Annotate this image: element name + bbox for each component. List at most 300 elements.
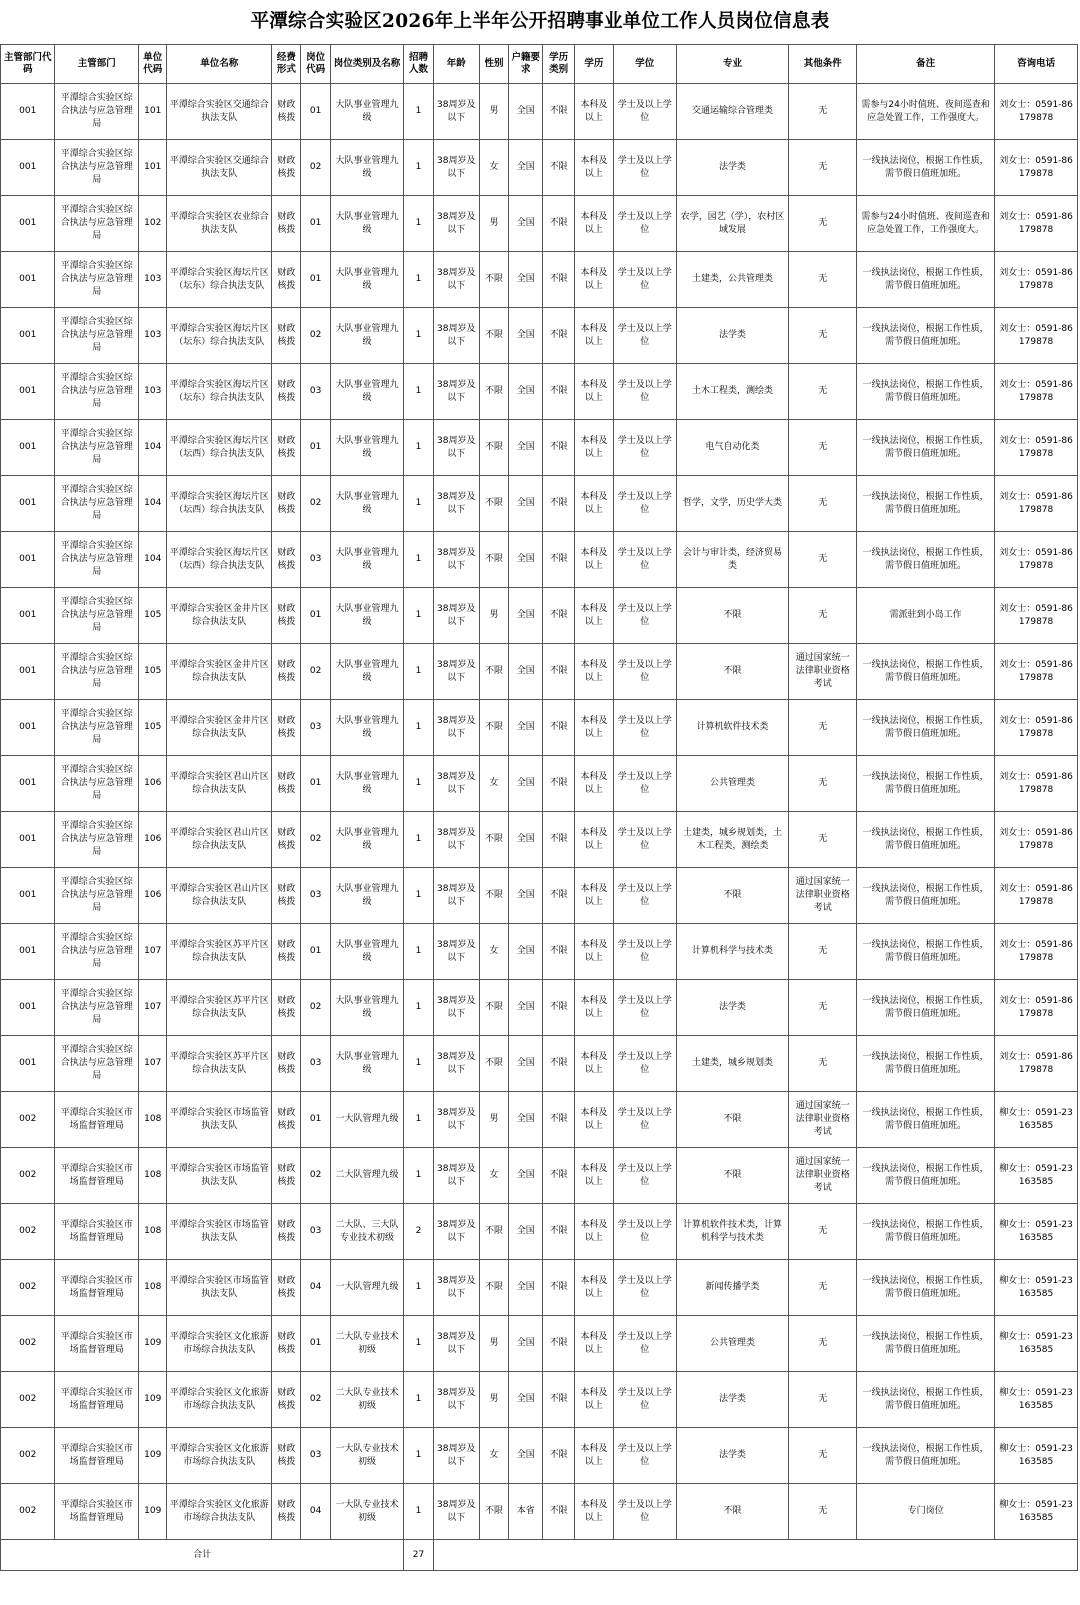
table-cell: 一线执法岗位，根据工作性质，需节假日值班加班。	[857, 1148, 995, 1204]
table-cell: 刘女士：0591-86179878	[995, 924, 1078, 980]
table-cell: 刘女士：0591-86179878	[995, 364, 1078, 420]
table-cell: 106	[139, 812, 167, 868]
table-cell: 平潭综合实验区市场监督管理局	[55, 1092, 139, 1148]
table-cell: 计算机软件技术类	[676, 700, 789, 756]
table-cell: 财政核拨	[272, 196, 301, 252]
table-cell: 不限	[543, 1092, 574, 1148]
table-cell: 平潭综合实验区市场监管执法支队	[167, 1260, 272, 1316]
column-header: 性别	[479, 45, 508, 84]
table-cell: 柳女士：0591-23163585	[995, 1260, 1078, 1316]
table-cell: 108	[139, 1260, 167, 1316]
table-cell: 平潭综合实验区综合执法与应急管理局	[55, 868, 139, 924]
table-row	[1, 252, 1078, 308]
table-cell: 本科及以上	[574, 588, 613, 644]
table-cell: 103	[139, 364, 167, 420]
table-cell: 002	[1, 1148, 55, 1204]
table-cell: 无	[789, 252, 857, 308]
table-cell: 刘女士：0591-86179878	[995, 1036, 1078, 1092]
table-cell: 不限	[479, 1036, 508, 1092]
table-cell: 1	[404, 196, 433, 252]
table-row	[1, 84, 1078, 140]
table-cell: 1	[404, 644, 433, 700]
table-cell: 108	[139, 1204, 167, 1260]
table-cell: 无	[789, 1428, 857, 1484]
table-cell: 本科及以上	[574, 1428, 613, 1484]
table-cell: 财政核拨	[272, 140, 301, 196]
table-cell: 财政核拨	[272, 812, 301, 868]
table-cell: 1	[404, 84, 433, 140]
table-cell: 全国	[509, 700, 543, 756]
table-cell: 平潭综合实验区市场监管执法支队	[167, 1204, 272, 1260]
table-cell: 03	[301, 364, 330, 420]
table-cell: 002	[1, 1204, 55, 1260]
table-row	[1, 588, 1078, 644]
table-cell: 无	[789, 1204, 857, 1260]
table-cell: 不限	[543, 532, 574, 588]
table-cell: 一线执法岗位，根据工作性质，需节假日值班加班。	[857, 1372, 995, 1428]
table-cell: 01	[301, 756, 330, 812]
table-cell: 男	[479, 1092, 508, 1148]
table-cell: 大队事业管理九级	[330, 588, 404, 644]
table-cell: 001	[1, 812, 55, 868]
table-cell: 102	[139, 196, 167, 252]
table-cell: 一线执法岗位，根据工作性质，需节假日值班加班。	[857, 140, 995, 196]
table-cell: 大队事业管理九级	[330, 756, 404, 812]
table-cell: 1	[404, 140, 433, 196]
table-cell: 03	[301, 532, 330, 588]
table-cell: 本科及以上	[574, 1204, 613, 1260]
table-cell: 不限	[543, 1204, 574, 1260]
table-cell: 无	[789, 1372, 857, 1428]
table-cell: 001	[1, 924, 55, 980]
table-cell: 平潭综合实验区海坛片区（坛西）综合执法支队	[167, 532, 272, 588]
table-cell: 土建类，城乡规划类	[676, 1036, 789, 1092]
table-cell: 104	[139, 476, 167, 532]
table-cell: 学士及以上学位	[614, 1484, 677, 1540]
table-cell: 不限	[543, 196, 574, 252]
table-cell: 1	[404, 532, 433, 588]
table-cell: 平潭综合实验区市场监督管理局	[55, 1372, 139, 1428]
table-cell: 会计与审计类，经济贸易类	[676, 532, 789, 588]
table-cell: 38周岁及以下	[433, 812, 479, 868]
table-cell: 1	[404, 476, 433, 532]
table-cell: 二大队管理九级	[330, 1148, 404, 1204]
table-cell: 无	[789, 756, 857, 812]
table-cell: 一线执法岗位，根据工作性质，需节假日值班加班。	[857, 1428, 995, 1484]
table-cell: 101	[139, 84, 167, 140]
table-cell: 学士及以上学位	[614, 476, 677, 532]
table-cell: 大队事业管理九级	[330, 476, 404, 532]
table-cell: 02	[301, 476, 330, 532]
table-cell: 平潭综合实验区综合执法与应急管理局	[55, 644, 139, 700]
table-cell: 不限	[676, 1148, 789, 1204]
table-row	[1, 196, 1078, 252]
table-cell: 不限	[543, 644, 574, 700]
table-cell: 03	[301, 868, 330, 924]
table-cell: 本科及以上	[574, 1036, 613, 1092]
table-cell: 男	[479, 196, 508, 252]
table-cell: 一线执法岗位，根据工作性质，需节假日值班加班。	[857, 1092, 995, 1148]
table-cell: 需参与24小时值班、夜间巡查和应急处置工作，工作强度大。	[857, 84, 995, 140]
table-cell: 02	[301, 1372, 330, 1428]
table-cell: 公共管理类	[676, 756, 789, 812]
table-cell: 刘女士：0591-86179878	[995, 812, 1078, 868]
table-cell: 1	[404, 1428, 433, 1484]
column-header: 单位代码	[139, 45, 167, 84]
table-cell: 无	[789, 196, 857, 252]
table-cell: 学士及以上学位	[614, 364, 677, 420]
table-cell: 03	[301, 1204, 330, 1260]
table-cell: 03	[301, 1428, 330, 1484]
table-cell: 无	[789, 364, 857, 420]
table-cell: 平潭综合实验区市场监督管理局	[55, 1148, 139, 1204]
table-row	[1, 812, 1078, 868]
table-cell: 女	[479, 1428, 508, 1484]
table-cell: 不限	[479, 364, 508, 420]
table-cell: 002	[1, 1092, 55, 1148]
table-cell: 全国	[509, 644, 543, 700]
column-header: 户籍要求	[509, 45, 543, 84]
table-cell: 平潭综合实验区综合执法与应急管理局	[55, 700, 139, 756]
table-cell: 不限	[479, 308, 508, 364]
column-header: 其他条件	[789, 45, 857, 84]
table-cell: 女	[479, 1148, 508, 1204]
table-cell: 新闻传播学类	[676, 1260, 789, 1316]
table-cell: 柳女士：0591-23163585	[995, 1204, 1078, 1260]
table-cell: 不限	[479, 252, 508, 308]
table-cell: 全国	[509, 1316, 543, 1372]
table-cell: 本科及以上	[574, 868, 613, 924]
table-cell: 平潭综合实验区海坛片区（坛东）综合执法支队	[167, 252, 272, 308]
table-cell: 本科及以上	[574, 420, 613, 476]
table-cell: 柳女士：0591-23163585	[995, 1484, 1078, 1540]
table-cell: 平潭综合实验区苏平片区综合执法支队	[167, 980, 272, 1036]
table-cell: 1	[404, 868, 433, 924]
table-cell: 1	[404, 308, 433, 364]
table-cell: 财政核拨	[272, 644, 301, 700]
table-cell: 1	[404, 252, 433, 308]
table-cell: 不限	[479, 1484, 508, 1540]
table-cell: 38周岁及以下	[433, 1036, 479, 1092]
table-cell: 平潭综合实验区综合执法与应急管理局	[55, 308, 139, 364]
table-cell: 平潭综合实验区综合执法与应急管理局	[55, 420, 139, 476]
table-cell: 001	[1, 756, 55, 812]
table-cell: 一线执法岗位，根据工作性质，需节假日值班加班。	[857, 1204, 995, 1260]
table-row	[1, 476, 1078, 532]
table-cell: 大队事业管理九级	[330, 420, 404, 476]
table-cell: 平潭综合实验区综合执法与应急管理局	[55, 364, 139, 420]
table-cell: 刘女士：0591-86179878	[995, 308, 1078, 364]
table-cell: 通过国家统一法律职业资格考试	[789, 868, 857, 924]
table-cell: 平潭综合实验区市场监督管理局	[55, 1204, 139, 1260]
table-row	[1, 1148, 1078, 1204]
table-cell: 刘女士：0591-86179878	[995, 756, 1078, 812]
table-cell: 001	[1, 868, 55, 924]
table-cell: 法学类	[676, 1372, 789, 1428]
table-cell: 本科及以上	[574, 756, 613, 812]
table-cell: 全国	[509, 924, 543, 980]
header-row	[1, 45, 1078, 84]
table-cell: 38周岁及以下	[433, 1260, 479, 1316]
column-header: 主管部门	[55, 45, 139, 84]
table-cell: 一线执法岗位，根据工作性质，需节假日值班加班。	[857, 980, 995, 1036]
table-cell: 财政核拨	[272, 980, 301, 1036]
table-cell: 刘女士：0591-86179878	[995, 196, 1078, 252]
table-cell: 平潭综合实验区综合执法与应急管理局	[55, 476, 139, 532]
table-cell: 本科及以上	[574, 700, 613, 756]
total-filler	[433, 1540, 1077, 1571]
table-cell: 财政核拨	[272, 1260, 301, 1316]
table-cell: 财政核拨	[272, 1092, 301, 1148]
table-cell: 01	[301, 196, 330, 252]
table-cell: 001	[1, 308, 55, 364]
table-cell: 109	[139, 1428, 167, 1484]
table-cell: 需参与24小时值班、夜间巡查和应急处置工作，工作强度大。	[857, 196, 995, 252]
column-header: 年龄	[433, 45, 479, 84]
table-cell: 计算机软件技术类，计算机科学与技术类	[676, 1204, 789, 1260]
table-cell: 001	[1, 588, 55, 644]
table-cell: 001	[1, 476, 55, 532]
table-cell: 一线执法岗位，根据工作性质，需节假日值班加班。	[857, 308, 995, 364]
table-row	[1, 420, 1078, 476]
table-cell: 学士及以上学位	[614, 588, 677, 644]
table-cell: 一线执法岗位，根据工作性质，需节假日值班加班。	[857, 812, 995, 868]
table-cell: 001	[1, 532, 55, 588]
table-cell: 本科及以上	[574, 364, 613, 420]
table-cell: 刘女士：0591-86179878	[995, 252, 1078, 308]
table-cell: 平潭综合实验区市场监管执法支队	[167, 1148, 272, 1204]
table-cell: 刘女士：0591-86179878	[995, 84, 1078, 140]
table-cell: 38周岁及以下	[433, 756, 479, 812]
table-row	[1, 1428, 1078, 1484]
table-cell: 学士及以上学位	[614, 924, 677, 980]
table-cell: 柳女士：0591-23163585	[995, 1428, 1078, 1484]
table-cell: 一线执法岗位，根据工作性质，需节假日值班加班。	[857, 364, 995, 420]
table-cell: 土建类，城乡规划类，土木工程类，测绘类	[676, 812, 789, 868]
table-cell: 不限	[676, 644, 789, 700]
table-row	[1, 1484, 1078, 1540]
table-cell: 柳女士：0591-23163585	[995, 1372, 1078, 1428]
table-cell: 03	[301, 1036, 330, 1092]
table-cell: 学士及以上学位	[614, 700, 677, 756]
table-cell: 财政核拨	[272, 1204, 301, 1260]
table-cell: 平潭综合实验区海坛片区（坛西）综合执法支队	[167, 476, 272, 532]
table-cell: 002	[1, 1260, 55, 1316]
table-cell: 不限	[543, 1260, 574, 1316]
table-cell: 农学，园艺（学），农村区域发展	[676, 196, 789, 252]
table-cell: 无	[789, 1260, 857, 1316]
table-row	[1, 700, 1078, 756]
table-cell: 001	[1, 644, 55, 700]
table-row	[1, 1316, 1078, 1372]
table-cell: 二大队、三大队专业技术初级	[330, 1204, 404, 1260]
table-cell: 平潭综合实验区市场监督管理局	[55, 1484, 139, 1540]
table-cell: 全国	[509, 980, 543, 1036]
column-header: 经费形式	[272, 45, 301, 84]
table-cell: 平潭综合实验区海坛片区（坛西）综合执法支队	[167, 420, 272, 476]
table-cell: 38周岁及以下	[433, 1428, 479, 1484]
table-cell: 105	[139, 644, 167, 700]
table-cell: 刘女士：0591-86179878	[995, 420, 1078, 476]
table-row	[1, 140, 1078, 196]
table-cell: 学士及以上学位	[614, 1260, 677, 1316]
table-cell: 平潭综合实验区综合执法与应急管理局	[55, 84, 139, 140]
table-cell: 通过国家统一法律职业资格考试	[789, 1148, 857, 1204]
table-cell: 一线执法岗位，根据工作性质，需节假日值班加班。	[857, 700, 995, 756]
table-cell: 平潭综合实验区海坛片区（坛东）综合执法支队	[167, 364, 272, 420]
table-cell: 01	[301, 1316, 330, 1372]
table-cell: 交通运输综合管理类	[676, 84, 789, 140]
table-cell: 学士及以上学位	[614, 1372, 677, 1428]
table-cell: 01	[301, 252, 330, 308]
table-cell: 不限	[543, 308, 574, 364]
table-cell: 平潭综合实验区市场监督管理局	[55, 1428, 139, 1484]
table-cell: 财政核拨	[272, 756, 301, 812]
table-cell: 平潭综合实验区金井片区综合执法支队	[167, 700, 272, 756]
table-cell: 大队事业管理九级	[330, 1036, 404, 1092]
table-cell: 本科及以上	[574, 1484, 613, 1540]
table-cell: 财政核拨	[272, 252, 301, 308]
table-cell: 不限	[543, 84, 574, 140]
table-cell: 一大队管理九级	[330, 1260, 404, 1316]
table-cell: 财政核拨	[272, 588, 301, 644]
table-cell: 平潭综合实验区综合执法与应急管理局	[55, 924, 139, 980]
total-count: 27	[404, 1540, 433, 1571]
table-cell: 无	[789, 1484, 857, 1540]
table-cell: 一大队专业技术初级	[330, 1484, 404, 1540]
table-cell: 二大队专业技术初级	[330, 1316, 404, 1372]
table-cell: 全国	[509, 1260, 543, 1316]
table-cell: 106	[139, 868, 167, 924]
table-cell: 全国	[509, 364, 543, 420]
table-cell: 38周岁及以下	[433, 420, 479, 476]
table-row	[1, 532, 1078, 588]
table-cell: 全国	[509, 588, 543, 644]
table-cell: 平潭综合实验区市场监督管理局	[55, 1316, 139, 1372]
table-cell: 101	[139, 140, 167, 196]
table-cell: 38周岁及以下	[433, 1372, 479, 1428]
table-cell: 平潭综合实验区综合执法与应急管理局	[55, 252, 139, 308]
table-cell: 需派驻到小岛工作	[857, 588, 995, 644]
table-cell: 不限	[543, 420, 574, 476]
table-cell: 刘女士：0591-86179878	[995, 532, 1078, 588]
table-cell: 财政核拨	[272, 532, 301, 588]
table-cell: 001	[1, 364, 55, 420]
table-cell: 不限	[676, 1092, 789, 1148]
table-cell: 105	[139, 588, 167, 644]
table-cell: 男	[479, 588, 508, 644]
column-header: 学历类别	[543, 45, 574, 84]
table-cell: 01	[301, 84, 330, 140]
table-cell: 大队事业管理九级	[330, 196, 404, 252]
table-cell: 本科及以上	[574, 252, 613, 308]
table-cell: 不限	[543, 868, 574, 924]
table-cell: 无	[789, 1316, 857, 1372]
table-cell: 全国	[509, 252, 543, 308]
table-cell: 平潭综合实验区文化旅游市场综合执法支队	[167, 1316, 272, 1372]
table-cell: 平潭综合实验区交通综合执法支队	[167, 84, 272, 140]
table-cell: 107	[139, 980, 167, 1036]
table-cell: 109	[139, 1316, 167, 1372]
table-cell: 01	[301, 420, 330, 476]
table-cell: 平潭综合实验区文化旅游市场综合执法支队	[167, 1428, 272, 1484]
table-cell: 学士及以上学位	[614, 756, 677, 812]
table-row	[1, 1092, 1078, 1148]
table-cell: 无	[789, 308, 857, 364]
table-cell: 全国	[509, 1148, 543, 1204]
table-cell: 108	[139, 1148, 167, 1204]
table-row	[1, 1372, 1078, 1428]
table-cell: 刘女士：0591-86179878	[995, 644, 1078, 700]
table-cell: 001	[1, 1036, 55, 1092]
table-cell: 103	[139, 308, 167, 364]
table-cell: 104	[139, 420, 167, 476]
table-cell: 38周岁及以下	[433, 476, 479, 532]
table-cell: 02	[301, 140, 330, 196]
table-cell: 不限	[479, 532, 508, 588]
table-cell: 财政核拨	[272, 364, 301, 420]
table-cell: 无	[789, 700, 857, 756]
table-cell: 无	[789, 980, 857, 1036]
table-cell: 1	[404, 700, 433, 756]
table-cell: 无	[789, 532, 857, 588]
table-cell: 本科及以上	[574, 1260, 613, 1316]
table-cell: 平潭综合实验区综合执法与应急管理局	[55, 1036, 139, 1092]
table-cell: 柳女士：0591-23163585	[995, 1148, 1078, 1204]
table-cell: 38周岁及以下	[433, 1148, 479, 1204]
table-row	[1, 980, 1078, 1036]
table-cell: 全国	[509, 1036, 543, 1092]
table-cell: 04	[301, 1260, 330, 1316]
table-cell: 大队事业管理九级	[330, 140, 404, 196]
column-header: 备注	[857, 45, 995, 84]
table-cell: 全国	[509, 420, 543, 476]
table-cell: 2	[404, 1204, 433, 1260]
table-cell: 男	[479, 1316, 508, 1372]
table-cell: 全国	[509, 756, 543, 812]
table-cell: 108	[139, 1092, 167, 1148]
table-cell: 无	[789, 812, 857, 868]
table-cell: 一大队专业技术初级	[330, 1428, 404, 1484]
table-cell: 通过国家统一法律职业资格考试	[789, 644, 857, 700]
table-cell: 学士及以上学位	[614, 1148, 677, 1204]
table-cell: 财政核拨	[272, 1036, 301, 1092]
table-cell: 法学类	[676, 1428, 789, 1484]
table-cell: 刘女士：0591-86179878	[995, 476, 1078, 532]
column-header: 岗位代码	[301, 45, 330, 84]
table-cell: 01	[301, 588, 330, 644]
table-cell: 109	[139, 1372, 167, 1428]
table-cell: 本科及以上	[574, 196, 613, 252]
table-cell: 不限	[543, 1036, 574, 1092]
column-header: 招聘人数	[404, 45, 433, 84]
table-row	[1, 364, 1078, 420]
table-cell: 电气自动化类	[676, 420, 789, 476]
table-row	[1, 756, 1078, 812]
table-cell: 财政核拨	[272, 308, 301, 364]
table-cell: 001	[1, 84, 55, 140]
table-cell: 大队事业管理九级	[330, 924, 404, 980]
table-cell: 财政核拨	[272, 420, 301, 476]
table-cell: 大队事业管理九级	[330, 812, 404, 868]
table-cell: 学士及以上学位	[614, 812, 677, 868]
table-cell: 38周岁及以下	[433, 1316, 479, 1372]
table-cell: 学士及以上学位	[614, 644, 677, 700]
table-cell: 刘女士：0591-86179878	[995, 868, 1078, 924]
table-cell: 土建类，公共管理类	[676, 252, 789, 308]
table-row	[1, 1204, 1078, 1260]
table-cell: 1	[404, 1260, 433, 1316]
